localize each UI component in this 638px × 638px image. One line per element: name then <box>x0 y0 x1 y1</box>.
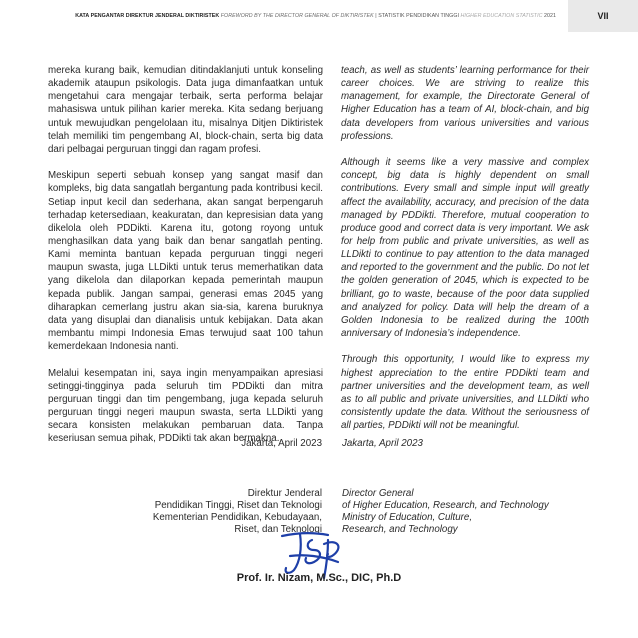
right-column-english <box>341 64 589 445</box>
signatory-line-2-en: of Higher Education, Research, and Technology <box>342 500 549 511</box>
signatory-line-3: Kementerian Pendidikan, Kebudayaan, <box>152 512 322 523</box>
place-date-right: Jakarta, April 2023 <box>342 438 423 449</box>
header-section-id: | STATISTIK PENDIDIKAN TINGGI <box>375 13 460 19</box>
left-paragraph-2: Meskipun seperti sebuah konsep yang sangat masif dan kompleks, big data sangatlah bergantung pada kontribusi kecil. Setiap input kecil dan sederhana, akan sangat berpengaruh terhadap ketersediaan, keakuratan, dan kepresisian data yang dikelola oleh PDDikti. Karena itu, gotong royong untuk menghasilkan data yang baik dan benar sangatlah penting. Kami meminta bantuan kepada perguruan tinggi negeri maupun swasta, juga LLDikti untuk terus memerhatikan data yang dikelola dan dilaporkan kepada pemerintah maupun kepada publik. Jangan sampai, generasi emas 2045 yang diharapkan cemerlang justru akan sia-sia, karena buruknya data yang disuplai dan dianalisis untuk kebijakan. Data akan membantu mimpi Indonesia Emas terwujud saat 100 tahun kemerdekaan Indonesia nanti. <box>48 170 323 353</box>
header-title-id: KATA PENGANTAR DIREKTUR JENDERAL DIKTIRISTEK <box>75 13 220 19</box>
page-number: VII <box>568 0 638 32</box>
signatory-title-right <box>342 488 549 536</box>
right-paragraph-2: Although it seems like a very massive and complex concept, big data is highly dependent on small contributions. Every small and simple input will greatly affect the availability, accuracy, and precision of the data managed by PDDikti. Therefore, mutual cooperation to produce good and correct data is very important. We ask for help from public and private universities, as well as LLDikti to continue to pay attention to the data managed and reported to the government and the public. Do not let the golden generation of 2045, which is expected to be brilliant, go to waste, because of the poor data supplied and analyzed for policy. Data will help the dream of a Golden Indonesia to be realized during the 100th anniversary of Indonesia’s independence. <box>341 157 589 340</box>
header-year: 2021 <box>544 13 556 19</box>
signatory-line-1-en: Director General <box>342 488 414 499</box>
running-header <box>0 0 638 32</box>
header-section-en: HIGHER EDUCATION STATISTIC <box>460 13 543 19</box>
right-paragraph-3: Through this opportunity, I would like to express my highest appreciation to the entire PDDikti team and partner universities and the development team, as well as to all public and private universities, and LLDikti who consistently update the data. Without the seriousness of all parties, PDDikti will not be meaningful. <box>341 354 589 432</box>
left-column-indonesian <box>48 64 323 459</box>
signatory-line-2: Pendidikan Tinggi, Riset dan Teknologi <box>154 500 322 511</box>
left-paragraph-3: Melalui kesempatan ini, saya ingin menyampaikan apresiasi setinggi-tingginya pada seluruh tim PDDikti dan mitra perguruan tinggi dan tim pengembang, juga kepada seluruh perguruan tinggi negeri maupun swasta, serta LLDikti yang secara konsisten melakukan pembaruan data. Tanpa keseriusan semua pihak, PDDikti tak akan bermakna. <box>48 367 323 445</box>
signer-name: Prof. Ir. Nizam, M.Sc., DIC, Ph.D <box>236 572 402 584</box>
signatory-line-4-en: Research, and Technology <box>342 524 458 535</box>
right-paragraph-1: teach, as well as students’ learning performance for their career choices. We are striving to realize this management, for example, the Directorate General of Higher Education has a team of AI, block-chain, and big data developers from various universities and various professions. <box>341 65 589 142</box>
place-date-left: Jakarta, April 2023 <box>241 438 322 449</box>
signatory-line-1: Direktur Jenderal <box>247 488 322 499</box>
header-title-en: FOREWORD BY THE DIRECTOR GENERAL OF DIKTIRISTEK <box>220 13 374 19</box>
header-title <box>75 13 556 19</box>
left-paragraph-1: mereka kurang baik, kemudian ditindaklanjuti untuk konseling akademik ataupun psikologis. Data juga dimanfaatkan untuk mengetahui cara mengajar terbaik, serta performa belajar mahasiswa untuk pilihan karier mereka. Kita sedang berjuang untuk mewujudkan pengelolaan itu, misalnya Ditjen Diktiristek telah memiliki tim pengembang AI, block-chain, serta big data dari pelbagai perguruan tinggi dan ragam profesi. <box>48 65 323 155</box>
signatory-line-3-en: Ministry of Education, Culture, <box>342 512 473 523</box>
signatory-line-4: Riset, dan Teknologi <box>234 524 322 535</box>
